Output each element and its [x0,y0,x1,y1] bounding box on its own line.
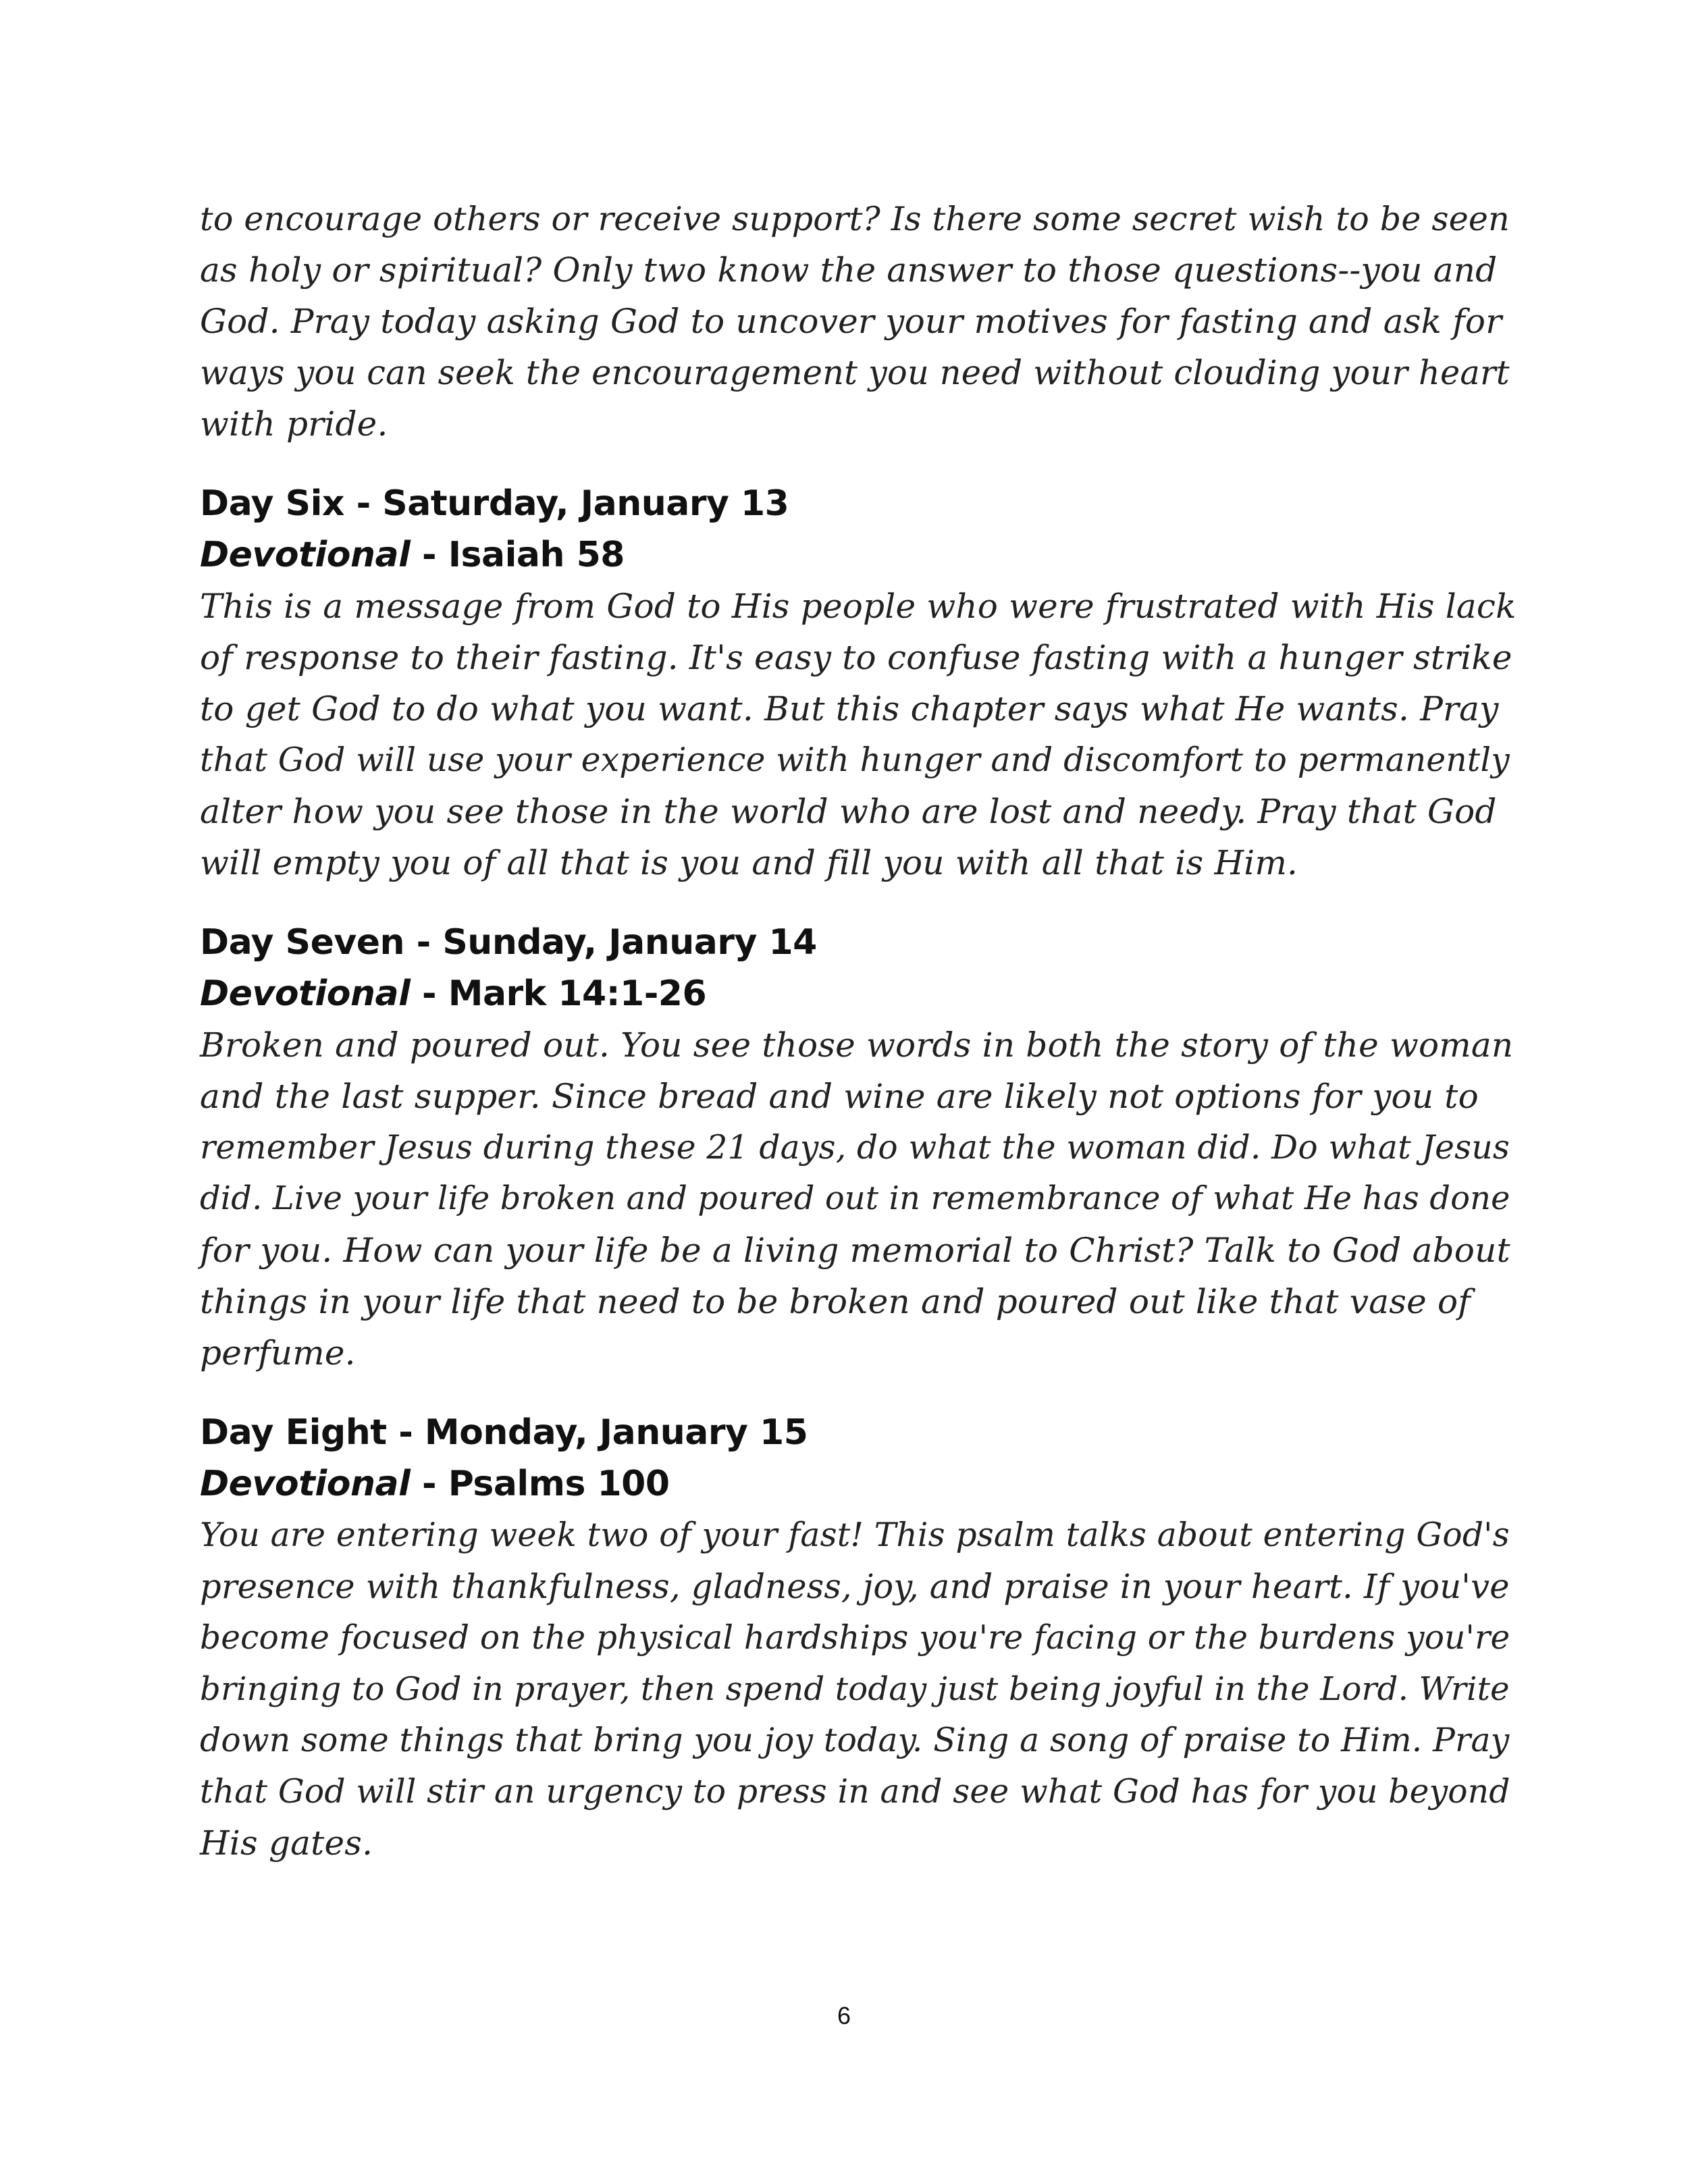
devotional-reference: - Psalms 100 [410,1464,670,1504]
paragraph-line: perfume. [200,1333,356,1373]
paragraph-line: and the last supper. Since bread and wine are likely not options for you to [200,1077,1479,1116]
paragraph-line: that God will stir an urgency to press in and see what God has for you beyond [200,1773,1510,1811]
paragraph-line: for you. How can your life be a living memorial to Christ? Talk to God about [200,1231,1510,1270]
paragraph-line: bringing to God in prayer, then spend today just being joyful in the Lord. Write [200,1670,1510,1708]
section-day-six [200,478,1516,888]
intro-paragraph [200,193,1516,450]
devotional-paragraph [200,1019,1516,1379]
devotional-paragraph [200,581,1516,888]
devotional-label: Devotional [200,974,411,1014]
paragraph-line: things in your life that need to be broken and poured out like that vase of [200,1282,1471,1321]
day-heading: Day Seven - Sunday, January 14 [200,922,817,963]
paragraph-line: down some things that bring you joy today. Sing a song of praise to Him. Pray [200,1722,1510,1759]
devotional-label: Devotional [200,1464,411,1504]
paragraph-line: This is a message from God to His people who were frustrated with His lack [200,587,1516,626]
paragraph-line: alter how you see those in the world who are lost and needy. Pray that God [200,792,1497,831]
paragraph-line: that God will use your experience with hunger and discomfort to permanently [200,741,1510,779]
paragraph-line: become focused on the physical hardships you're facing or the burdens you're [200,1619,1510,1657]
paragraph-line: remember Jesus during these 21 days, do what the woman did. Do what Jesus [200,1129,1510,1167]
paragraph-line: as holy or spiritual? Only two know the answer to those questions--you and [200,250,1498,290]
paragraph-line: will empty you of all that is you and fill you with all that is Him. [200,843,1298,882]
section-day-seven [200,917,1516,1379]
paragraph-line: of response to their fasting. It's easy to confuse fasting with a hunger strike [200,638,1512,677]
page-content [200,193,1516,1869]
day-heading: Day Eight - Monday, January 15 [200,1412,808,1453]
paragraph-line: presence with thankfulness, gladness, joy, and praise in your heart. If you've [200,1567,1510,1606]
devotional-paragraph [200,1510,1516,1869]
page-number: 6 [837,2002,851,2029]
devotional-label: Devotional [200,535,411,575]
paragraph-line: ways you can seek the encouragement you need without clouding your heart [200,353,1510,392]
paragraph-line: with pride. [200,404,388,444]
paragraph-line: Broken and poured out. You see those words in both the story of the woman [200,1026,1514,1065]
day-heading: Day Six - Saturday, January 13 [200,483,789,524]
paragraph-line: You are entering week two of your fast! This psalm talks about entering God's [200,1516,1510,1554]
section-day-eight [200,1407,1516,1869]
devotional-heading [200,529,1516,581]
paragraph-line: to get God to do what you want. But this chapter says what He wants. Pray [200,689,1499,728]
paragraph-line: to encourage others or receive support? Is there some secret wish to be seen [200,199,1510,238]
paragraph-line: His gates. [200,1823,373,1863]
paragraph-line: did. Live your life broken and poured out in remembrance of what He has done [200,1180,1510,1217]
devotional-heading [200,968,1516,1019]
paragraph-line: God. Pray today asking God to uncover your motives for fasting and ask for [200,302,1502,341]
devotional-heading [200,1458,1516,1510]
devotional-reference: - Isaiah 58 [410,535,625,575]
devotional-reference: - Mark 14:1-26 [410,974,707,1014]
